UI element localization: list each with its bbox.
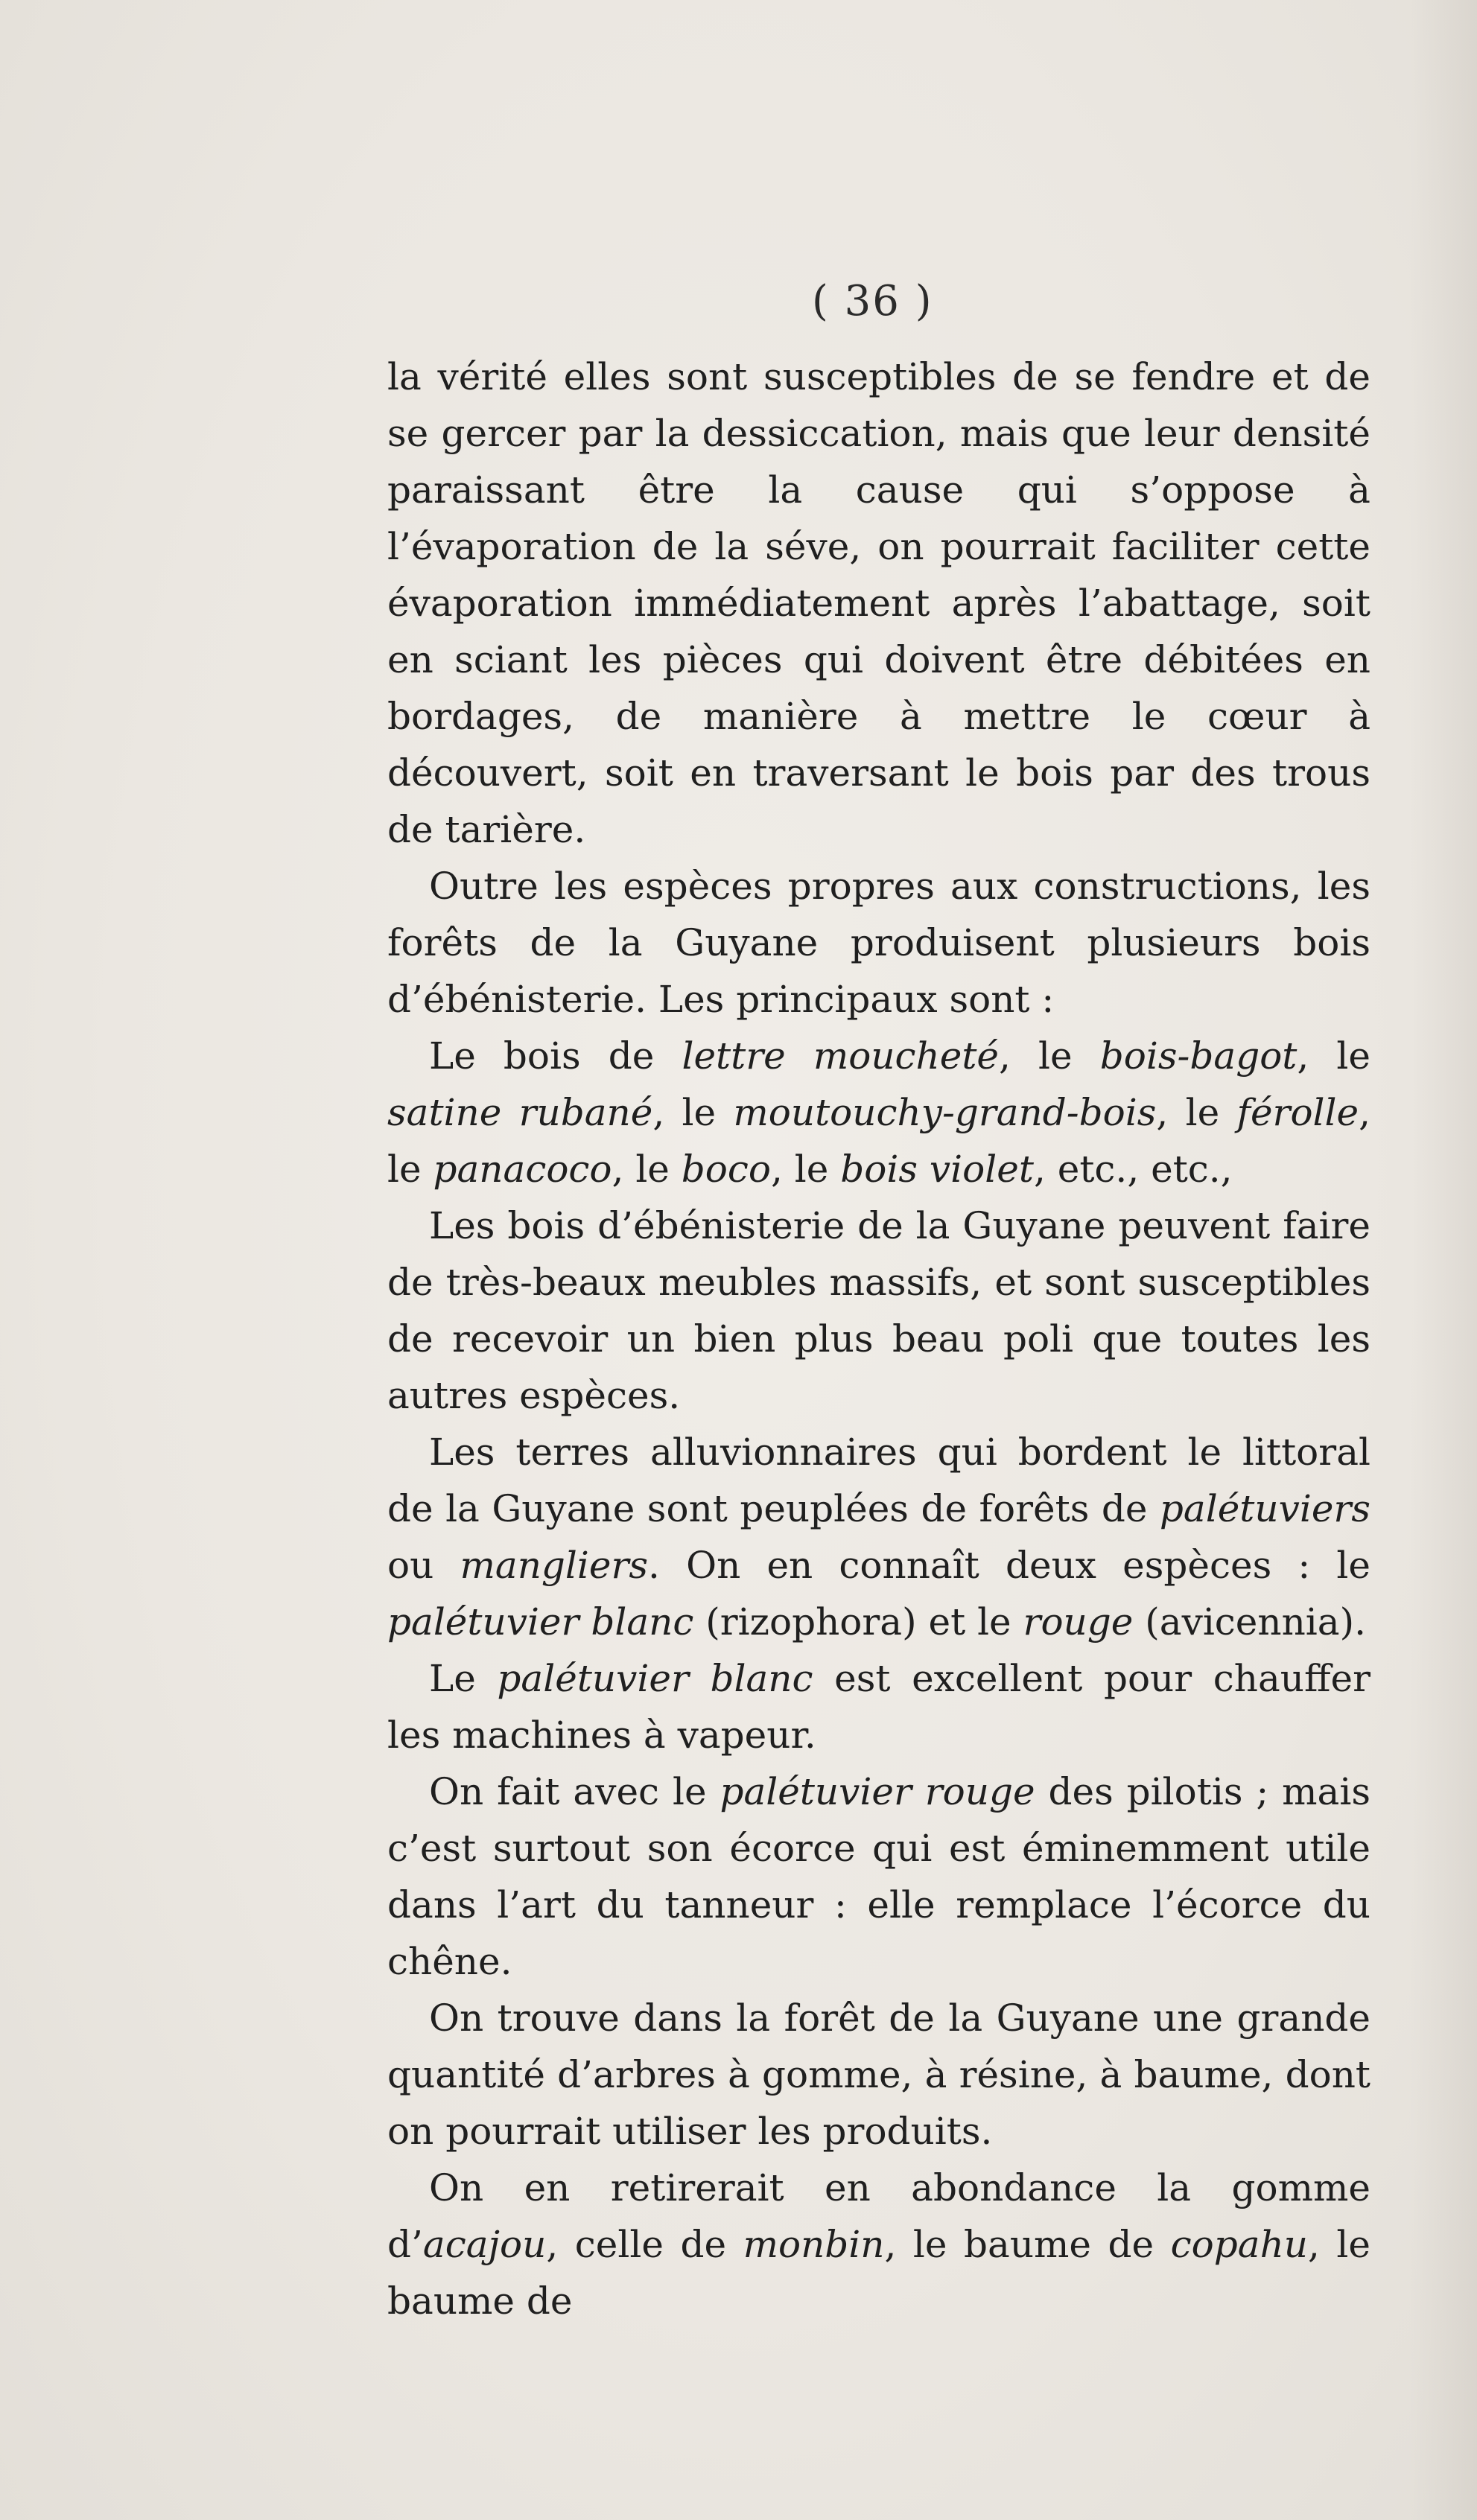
- text-run: Outre les espèces propres aux constructions, les forêts de la Guyane produisent plusieurs bois d’ébénisterie. Les principaux sont :: [387, 865, 1370, 1021]
- italic-term: bois violet: [840, 1148, 1034, 1191]
- paragraph: [387, 858, 1370, 1028]
- text-run: , le: [652, 1091, 734, 1134]
- text-run: , le: [999, 1034, 1100, 1078]
- italic-term: monbin: [743, 2223, 885, 2266]
- text-run: Le bois de: [429, 1034, 682, 1078]
- text-run: , etc., etc.,: [1033, 1148, 1233, 1191]
- text-run: On en retirerait en abondance la gomme d’: [387, 2166, 1370, 2266]
- italic-term: bois-bagot: [1099, 1034, 1297, 1078]
- paragraph: [387, 1763, 1370, 1990]
- text-run: est excellent pour chauffer les machines à vapeur.: [387, 1657, 1371, 1757]
- text-run: (rizophora) et le: [693, 1600, 1023, 1644]
- italic-term: férolle: [1236, 1091, 1359, 1134]
- text-run: On trouve dans la forêt de la Guyane une grande quantité d’arbres à gomme, à résine, à baume, dont on pourrait utiliser les produits.: [387, 1996, 1370, 2153]
- paragraph: [387, 2160, 1370, 2329]
- italic-term: panacoco: [433, 1148, 612, 1191]
- text-run: , le: [1297, 1034, 1370, 1078]
- paragraph: [387, 1650, 1370, 1763]
- italic-term: rouge: [1023, 1600, 1134, 1644]
- text-run: , le: [612, 1148, 682, 1191]
- text-run: , le: [387, 1091, 1371, 1191]
- text-run: Le: [429, 1657, 498, 1700]
- text-run: la vérité elles sont susceptibles de se fendre et de se gercer par la dessiccation, mais que leur densité paraissant être la cause qui s’oppose à l’évaporation de la séve, on pourrait faciliter cette évaporation immédiatement après l’abattage, soit en sciant les pièces qui doivent être débitées en bordages, de manière à mettre le cœur à découvert, soit en traversant le bois par des trous de tarière.: [387, 355, 1370, 851]
- italic-term: lettre moucheté: [682, 1034, 1000, 1078]
- body-text: [387, 349, 1370, 2329]
- italic-term: moutouchy-grand-bois: [733, 1091, 1157, 1134]
- text-run: . On en connaît deux espèces : le: [648, 1544, 1370, 1587]
- italic-term: boco: [681, 1148, 772, 1191]
- italic-term: palétuviers: [1159, 1487, 1370, 1530]
- italic-term: mangliers: [460, 1544, 649, 1587]
- text-run: ou: [387, 1544, 460, 1587]
- text-run: , le: [771, 1148, 841, 1191]
- italic-term: satine rubané: [387, 1091, 653, 1134]
- text-run: Les terres alluvionnaires qui bordent le littoral de la Guyane sont peuplées de forêts de: [387, 1431, 1370, 1530]
- paragraph: [387, 1028, 1370, 1197]
- paragraph: [387, 1424, 1370, 1650]
- page-fold-shadow: [1410, 0, 1477, 2520]
- italic-term: copahu: [1170, 2223, 1308, 2266]
- paragraph: [387, 349, 1370, 858]
- text-run: , celle de: [546, 2223, 743, 2266]
- italic-term: acajou: [422, 2223, 547, 2266]
- text-run: , le: [1156, 1091, 1237, 1134]
- text-run: des pilotis ; mais c’est surtout son écorce qui est éminemment utile dans l’art du tanneur : elle remplace l’écorce du chêne.: [387, 1770, 1370, 1983]
- text-run: (avicennia).: [1133, 1600, 1367, 1644]
- italic-term: palétuvier blanc: [387, 1600, 694, 1644]
- text-run: Les bois d’ébénisterie de la Guyane peuvent faire de très-beaux meubles massifs, et sont susceptibles de recevoir un bien plus beau poli que toutes les autres espèces.: [387, 1204, 1370, 1417]
- page-number: ( 36 ): [812, 277, 933, 325]
- text-run: On fait avec le: [429, 1770, 720, 1813]
- text-run: , le baume de: [387, 2223, 1370, 2323]
- paragraph: [387, 1990, 1370, 2160]
- paragraph: [387, 1197, 1370, 1424]
- italic-term: palétuvier rouge: [720, 1770, 1035, 1813]
- italic-term: palétuvier blanc: [497, 1657, 813, 1700]
- text-run: , le baume de: [884, 2223, 1171, 2266]
